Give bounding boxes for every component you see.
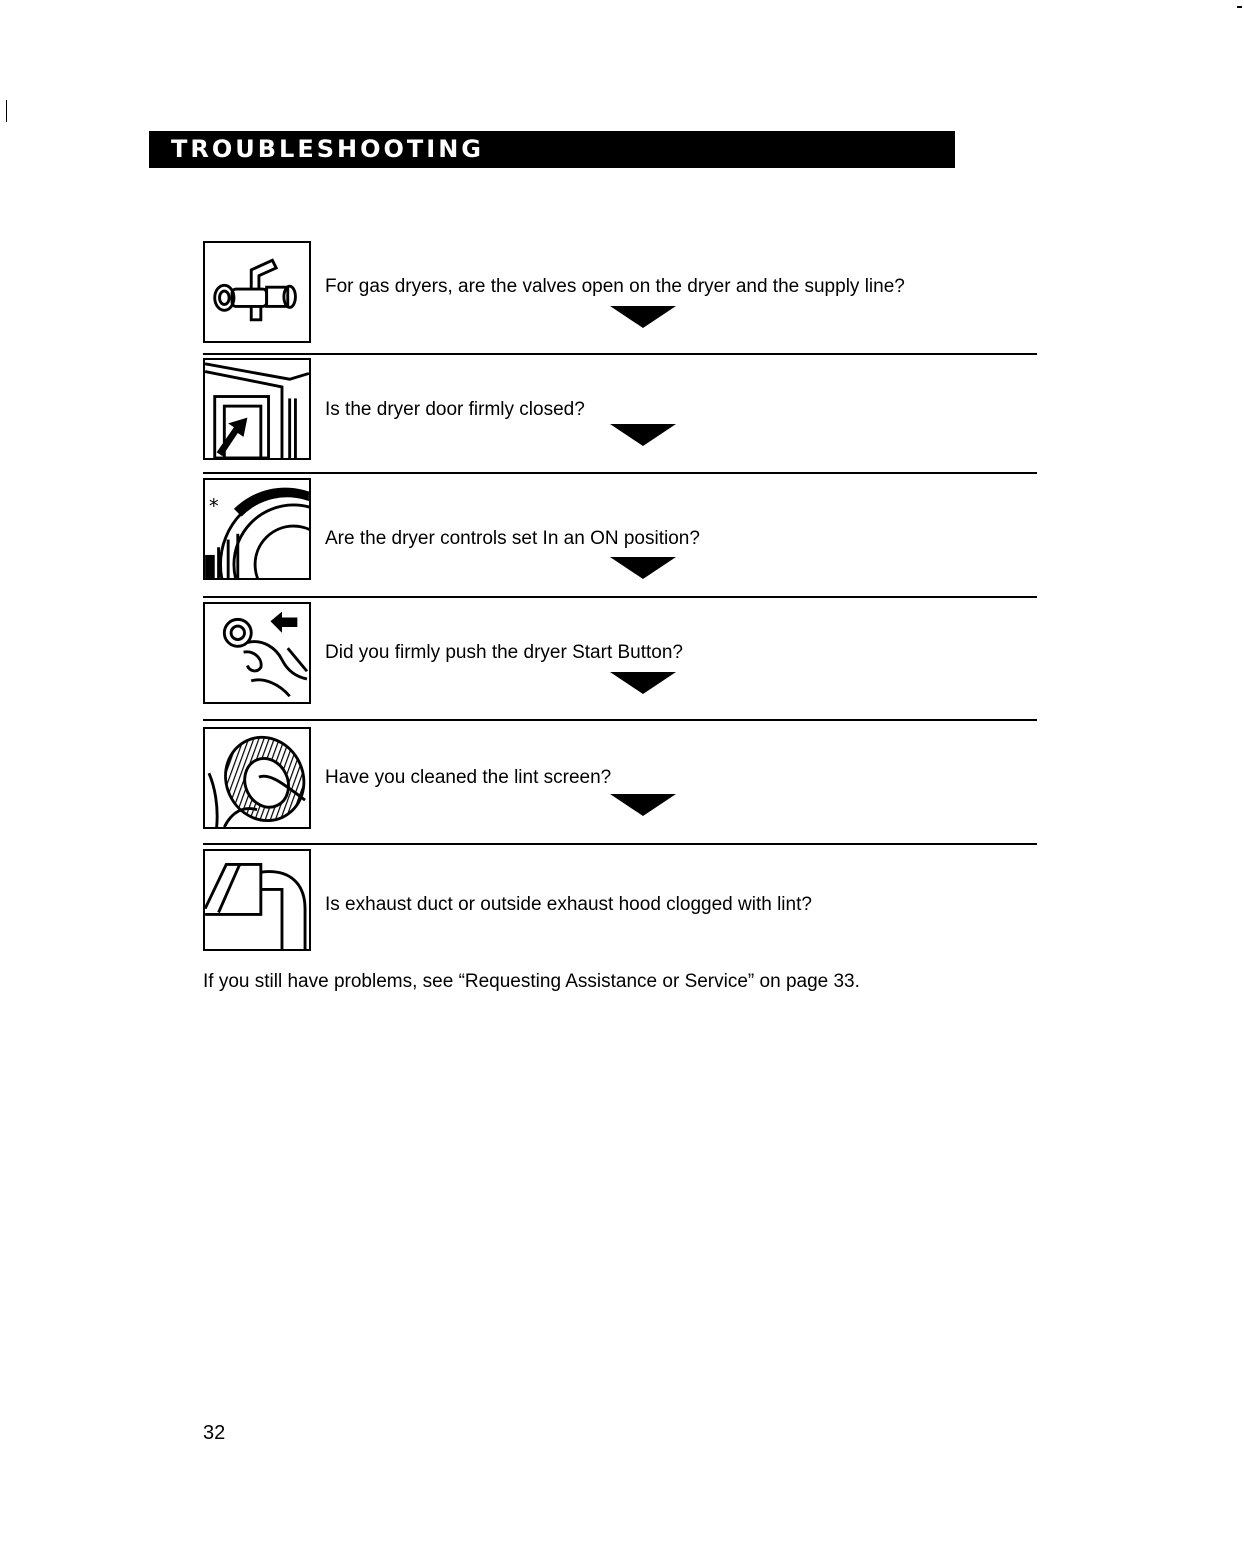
scan-mark <box>1237 6 1242 8</box>
section-title: TROUBLESHOOTING <box>171 135 484 163</box>
dryer-door-icon <box>203 358 311 460</box>
assistance-note: If you still have problems, see “Requesting Assistance or Service” on page 33. <box>203 971 860 992</box>
scan-mark <box>6 100 7 122</box>
exhaust-hood-icon <box>203 849 311 951</box>
lint-screen-icon <box>203 727 311 829</box>
divider <box>203 353 1037 355</box>
question-text: Is exhaust duct or outside exhaust hood clogged with lint? <box>325 894 812 915</box>
start-button-icon <box>203 602 311 704</box>
question-text: Have you cleaned the lint screen? <box>325 767 612 788</box>
control-dial-icon <box>203 478 311 580</box>
next-step-arrow <box>610 794 676 816</box>
question-text: Are the dryer controls set In an ON position? <box>325 528 700 549</box>
page-number: 32 <box>203 1422 226 1444</box>
divider <box>203 596 1037 598</box>
question-text: For gas dryers, are the valves open on the dryer and the supply line? <box>325 276 905 297</box>
divider <box>203 843 1037 845</box>
gas-valve-icon <box>203 241 311 343</box>
divider <box>203 472 1037 474</box>
next-step-arrow <box>610 557 676 579</box>
section-banner <box>149 131 955 168</box>
question-text: Did you firmly push the dryer Start Button? <box>325 642 683 663</box>
next-step-arrow <box>610 672 676 694</box>
svg-text:*: * <box>208 494 219 518</box>
question-text: Is the dryer door firmly closed? <box>325 399 585 420</box>
next-step-arrow <box>610 306 676 328</box>
divider <box>203 719 1037 721</box>
next-step-arrow <box>610 424 676 446</box>
